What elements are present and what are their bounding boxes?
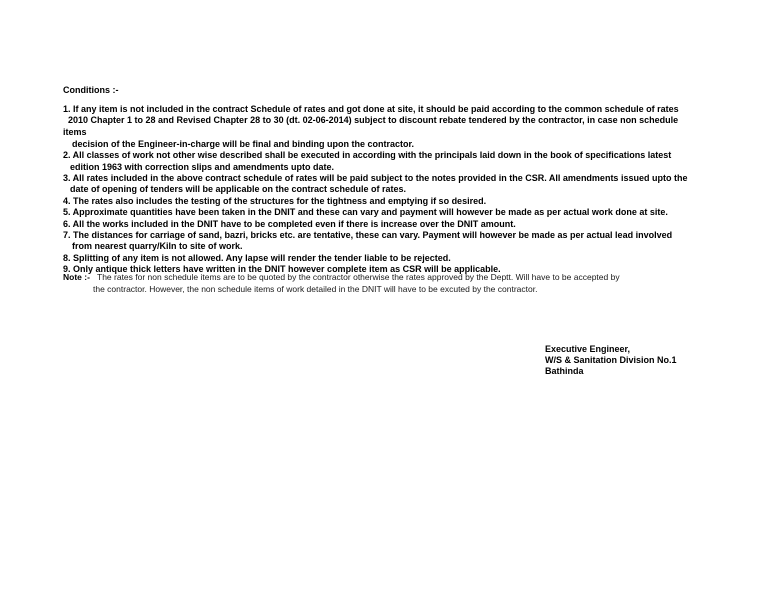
condition-line-6: 6. All the works included in the DNIT have to be completed even if there is increase over the DNIT amount. [63,219,516,229]
signature-place: Bathinda [545,366,584,376]
conditions-heading: Conditions :- [63,85,119,95]
condition-line-8: 8. Splitting of any item is not allowed. Any lapse will render the tender liable to be rejected. [63,253,451,263]
condition-line-1-cont: 2010 Chapter 1 to 28 and Revised Chapter 28 to 30 (dt. 02-06-2014) subject to discount rebate tendered by the contractor, in case non schedule [68,115,679,125]
condition-line-4: 4. The rates also includes the testing of the structures for the tightness and emptying if so desired. [63,196,487,206]
condition-line-7: 7. The distances for carriage of sand, bazri, bricks etc. are tentative, these can vary. Payment will however be made as per actual lead involved [63,230,673,240]
condition-line-2-cont: edition 1963 with correction slips and amendments upto date. [70,162,335,172]
signature-title: Executive Engineer, [545,344,631,354]
condition-line-3: 3. All rates included in the above contract schedule of rates will be paid subject to the notes provided in the CSR. All amendments issued upto the [63,173,688,183]
note-line-1: The rates for non schedule items are to be quoted by the contractor otherwise the rates approved by the Deptt. Will have to be accepted by [97,272,620,282]
condition-line-1-items: items [63,127,87,137]
condition-line-9: 9. Only antique thick letters have written in the DNIT however complete item as CSR will be applicable. [63,264,501,274]
condition-line-2: 2. All classes of work not other wise described shall be executed in according with the principals laid down in the book of specifications latest [63,150,672,160]
condition-line-3-cont: date of opening of tenders will be applicable on the contract schedule of rates. [70,184,407,194]
note-label: Note :- [63,272,90,282]
signature-division: W/S & Sanitation Division No.1 [545,355,677,365]
condition-line-1: 1. If any item is not included in the contract Schedule of rates and got done at site, it should be paid according to the common schedule of rates [63,104,679,114]
condition-line-7-cont: from nearest quarry/Kiln to site of work. [72,241,243,251]
note-line-2: the contractor. However, the non schedule items of work detailed in the DNIT will have to be excuted by the contractor. [93,284,538,294]
condition-line-1-decision: decision of the Engineer-in-charge will be final and binding upon the contractor. [72,139,415,149]
condition-line-5: 5. Approximate quantities have been taken in the DNIT and these can vary and payment will however be made as per actual work done at site. [63,207,668,217]
